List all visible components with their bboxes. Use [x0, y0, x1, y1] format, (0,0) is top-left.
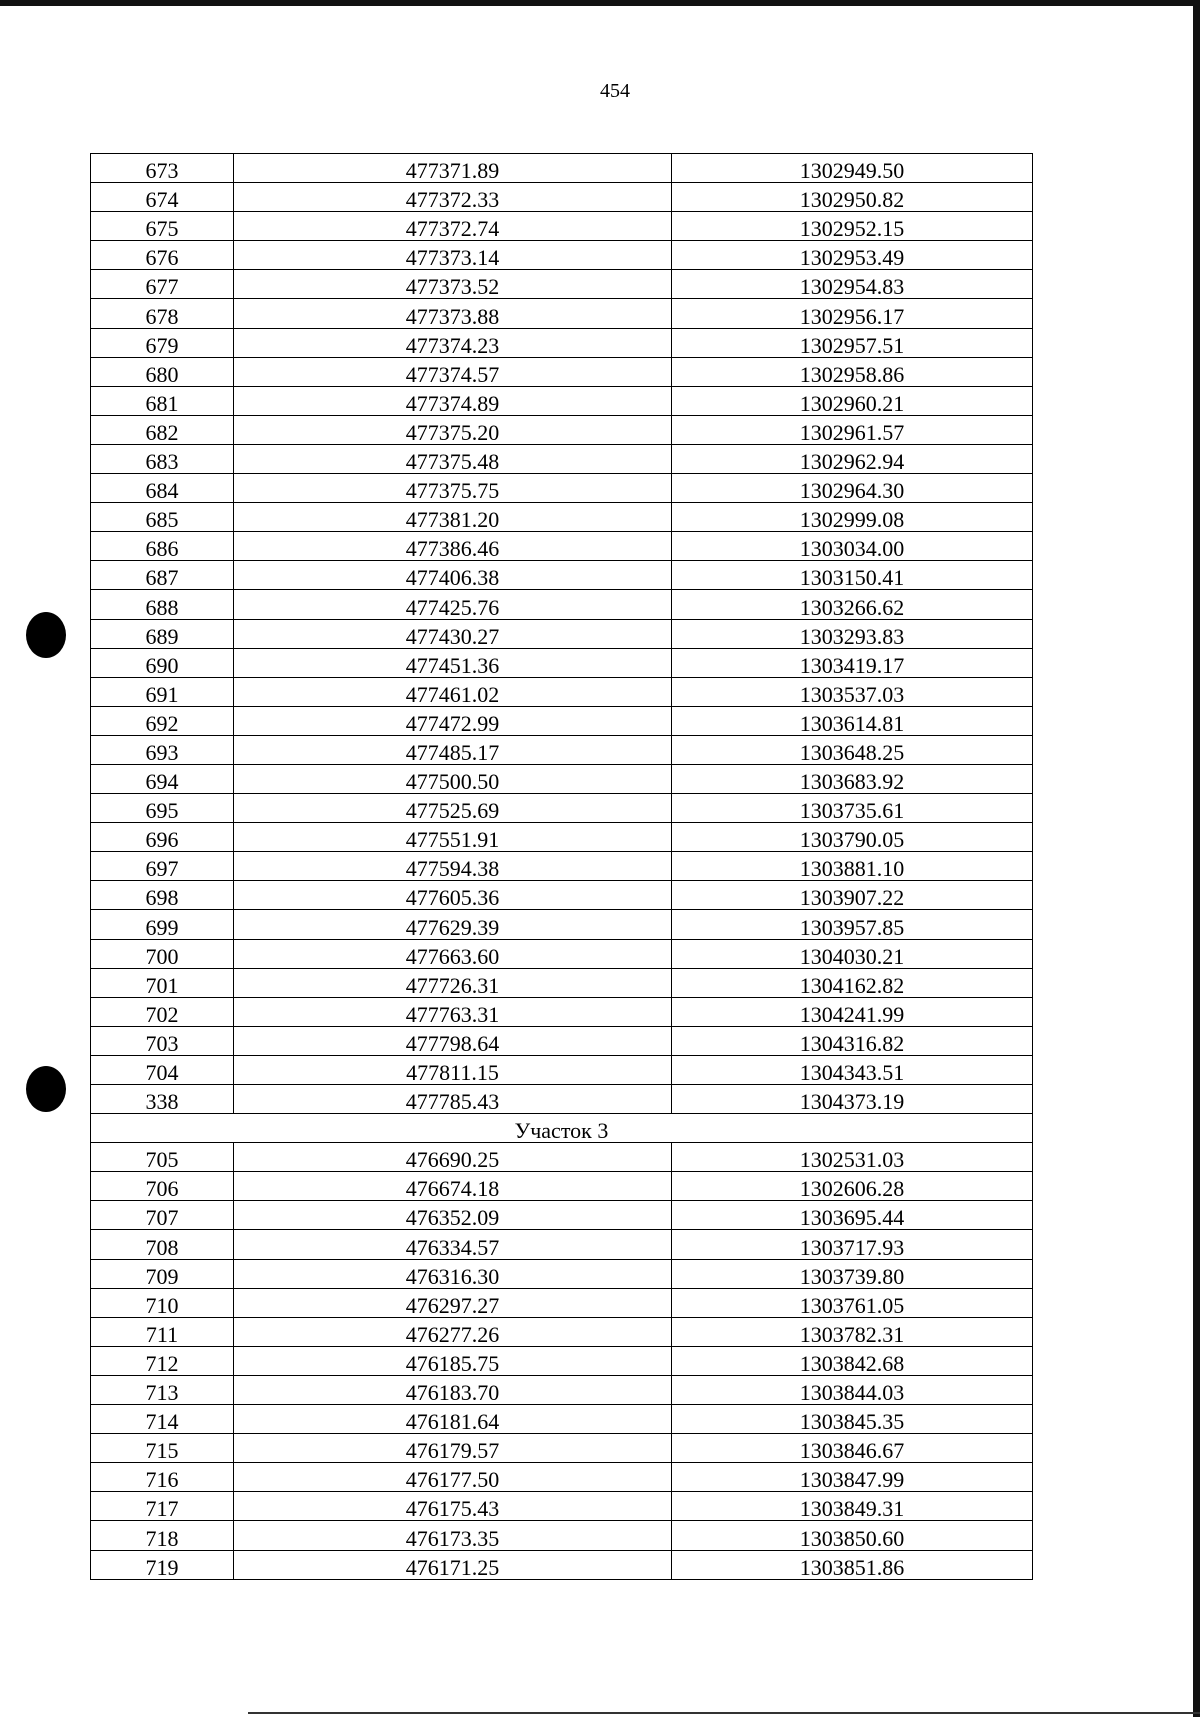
y-coordinate-cell: 1302962.94	[672, 444, 1033, 473]
x-coordinate-cell: 476690.25	[234, 1143, 672, 1172]
table-row	[91, 241, 1033, 270]
y-coordinate-cell: 1303266.62	[672, 590, 1033, 619]
y-coordinate-cell: 1304343.51	[672, 1055, 1033, 1084]
punch-hole	[26, 1066, 66, 1112]
y-coordinate-cell: 1303735.61	[672, 794, 1033, 823]
table-row	[91, 1375, 1033, 1404]
y-coordinate-cell: 1303739.80	[672, 1259, 1033, 1288]
x-coordinate-cell: 477375.20	[234, 415, 672, 444]
x-coordinate-cell: 476352.09	[234, 1201, 672, 1230]
x-coordinate-cell: 477525.69	[234, 794, 672, 823]
table-row	[91, 1172, 1033, 1201]
x-coordinate-cell: 477375.75	[234, 474, 672, 503]
table-row	[91, 357, 1033, 386]
point-number-cell: 690	[91, 648, 234, 677]
table-row	[91, 1026, 1033, 1055]
table-row	[91, 328, 1033, 357]
x-coordinate-cell: 477763.31	[234, 997, 672, 1026]
x-coordinate-cell: 476183.70	[234, 1375, 672, 1404]
point-number-cell: 710	[91, 1288, 234, 1317]
y-coordinate-cell: 1304030.21	[672, 939, 1033, 968]
point-number-cell: 692	[91, 706, 234, 735]
x-coordinate-cell: 476674.18	[234, 1172, 672, 1201]
table-row	[91, 1521, 1033, 1550]
table-row	[91, 1143, 1033, 1172]
x-coordinate-cell: 477406.38	[234, 561, 672, 590]
x-coordinate-cell: 476177.50	[234, 1463, 672, 1492]
table-row	[91, 706, 1033, 735]
x-coordinate-cell: 477663.60	[234, 939, 672, 968]
x-coordinate-cell: 476316.30	[234, 1259, 672, 1288]
table-row	[91, 154, 1033, 183]
table-row	[91, 648, 1033, 677]
y-coordinate-cell: 1303849.31	[672, 1492, 1033, 1521]
table-row	[91, 1346, 1033, 1375]
y-coordinate-cell: 1302531.03	[672, 1143, 1033, 1172]
y-coordinate-cell: 1304162.82	[672, 968, 1033, 997]
y-coordinate-cell: 1302958.86	[672, 357, 1033, 386]
point-number-cell: 715	[91, 1434, 234, 1463]
x-coordinate-cell: 477500.50	[234, 764, 672, 793]
point-number-cell: 679	[91, 328, 234, 357]
table-row	[91, 1463, 1033, 1492]
y-coordinate-cell: 1302999.08	[672, 503, 1033, 532]
table-row	[91, 1550, 1033, 1579]
y-coordinate-cell: 1304241.99	[672, 997, 1033, 1026]
y-coordinate-cell: 1303851.86	[672, 1550, 1033, 1579]
y-coordinate-cell: 1303614.81	[672, 706, 1033, 735]
point-number-cell: 687	[91, 561, 234, 590]
point-number-cell: 714	[91, 1405, 234, 1434]
y-coordinate-cell: 1302953.49	[672, 241, 1033, 270]
point-number-cell: 678	[91, 299, 234, 328]
point-number-cell: 719	[91, 1550, 234, 1579]
y-coordinate-cell: 1303907.22	[672, 881, 1033, 910]
scan-top-edge	[0, 0, 1200, 6]
point-number-cell: 702	[91, 997, 234, 1026]
x-coordinate-cell: 477785.43	[234, 1085, 672, 1114]
point-number-cell: 691	[91, 677, 234, 706]
table-row	[91, 735, 1033, 764]
x-coordinate-cell: 477451.36	[234, 648, 672, 677]
x-coordinate-cell: 477371.89	[234, 154, 672, 183]
point-number-cell: 718	[91, 1521, 234, 1550]
point-number-cell: 688	[91, 590, 234, 619]
table-row	[91, 1259, 1033, 1288]
y-coordinate-cell: 1303034.00	[672, 532, 1033, 561]
table-row	[91, 910, 1033, 939]
table-row	[91, 823, 1033, 852]
point-number-cell: 338	[91, 1085, 234, 1114]
table-row	[91, 1317, 1033, 1346]
table-row	[91, 299, 1033, 328]
y-coordinate-cell: 1303842.68	[672, 1346, 1033, 1375]
point-number-cell: 685	[91, 503, 234, 532]
point-number-cell: 677	[91, 270, 234, 299]
y-coordinate-cell: 1303850.60	[672, 1521, 1033, 1550]
table-row	[91, 1434, 1033, 1463]
point-number-cell: 717	[91, 1492, 234, 1521]
x-coordinate-cell: 476171.25	[234, 1550, 672, 1579]
point-number-cell: 712	[91, 1346, 234, 1375]
y-coordinate-cell: 1302960.21	[672, 386, 1033, 415]
table-row	[91, 561, 1033, 590]
y-coordinate-cell: 1302964.30	[672, 474, 1033, 503]
x-coordinate-cell: 477472.99	[234, 706, 672, 735]
table-row	[91, 619, 1033, 648]
x-coordinate-cell: 477461.02	[234, 677, 672, 706]
x-coordinate-cell: 476334.57	[234, 1230, 672, 1259]
point-number-cell: 701	[91, 968, 234, 997]
table-row	[91, 415, 1033, 444]
table-row	[91, 1230, 1033, 1259]
point-number-cell: 703	[91, 1026, 234, 1055]
point-number-cell: 705	[91, 1143, 234, 1172]
y-coordinate-cell: 1303845.35	[672, 1405, 1033, 1434]
table-row	[91, 764, 1033, 793]
y-coordinate-cell: 1303782.31	[672, 1317, 1033, 1346]
point-number-cell: 709	[91, 1259, 234, 1288]
scan-right-edge	[1193, 0, 1200, 1717]
punch-hole	[26, 612, 66, 658]
y-coordinate-cell: 1303419.17	[672, 648, 1033, 677]
page-number: 454	[600, 80, 630, 102]
table-row	[91, 444, 1033, 473]
table-body	[91, 154, 1033, 1580]
y-coordinate-cell: 1302949.50	[672, 154, 1033, 183]
x-coordinate-cell: 477381.20	[234, 503, 672, 532]
bottom-edge-line	[248, 1712, 1200, 1714]
x-coordinate-cell: 477605.36	[234, 881, 672, 910]
x-coordinate-cell: 476173.35	[234, 1521, 672, 1550]
x-coordinate-cell: 477425.76	[234, 590, 672, 619]
point-number-cell: 704	[91, 1055, 234, 1084]
y-coordinate-cell: 1302954.83	[672, 270, 1033, 299]
y-coordinate-cell: 1303717.93	[672, 1230, 1033, 1259]
table-row	[91, 852, 1033, 881]
table-row	[91, 677, 1033, 706]
point-number-cell: 694	[91, 764, 234, 793]
y-coordinate-cell: 1303695.44	[672, 1201, 1033, 1230]
table-row	[91, 1055, 1033, 1084]
y-coordinate-cell: 1303293.83	[672, 619, 1033, 648]
x-coordinate-cell: 476181.64	[234, 1405, 672, 1434]
point-number-cell: 674	[91, 183, 234, 212]
point-number-cell: 696	[91, 823, 234, 852]
y-coordinate-cell: 1304373.19	[672, 1085, 1033, 1114]
point-number-cell: 707	[91, 1201, 234, 1230]
table-row	[91, 1201, 1033, 1230]
point-number-cell: 684	[91, 474, 234, 503]
y-coordinate-cell: 1303683.92	[672, 764, 1033, 793]
x-coordinate-cell: 477811.15	[234, 1055, 672, 1084]
table-row	[91, 968, 1033, 997]
table-row	[91, 474, 1033, 503]
y-coordinate-cell: 1302956.17	[672, 299, 1033, 328]
x-coordinate-cell: 477373.88	[234, 299, 672, 328]
point-number-cell: 675	[91, 212, 234, 241]
x-coordinate-cell: 476185.75	[234, 1346, 672, 1375]
table-row	[91, 1085, 1033, 1114]
x-coordinate-cell: 477373.52	[234, 270, 672, 299]
y-coordinate-cell: 1303648.25	[672, 735, 1033, 764]
table-row	[91, 270, 1033, 299]
x-coordinate-cell: 477374.89	[234, 386, 672, 415]
y-coordinate-cell: 1302957.51	[672, 328, 1033, 357]
table-row	[91, 386, 1033, 415]
point-number-cell: 695	[91, 794, 234, 823]
y-coordinate-cell: 1302961.57	[672, 415, 1033, 444]
table-row	[91, 939, 1033, 968]
point-number-cell: 713	[91, 1375, 234, 1404]
x-coordinate-cell: 476297.27	[234, 1288, 672, 1317]
y-coordinate-cell: 1304316.82	[672, 1026, 1033, 1055]
x-coordinate-cell: 477485.17	[234, 735, 672, 764]
y-coordinate-cell: 1303844.03	[672, 1375, 1033, 1404]
y-coordinate-cell: 1303846.67	[672, 1434, 1033, 1463]
table-row	[91, 794, 1033, 823]
y-coordinate-cell: 1303150.41	[672, 561, 1033, 590]
point-number-cell: 706	[91, 1172, 234, 1201]
point-number-cell: 693	[91, 735, 234, 764]
table-row	[91, 881, 1033, 910]
y-coordinate-cell: 1303537.03	[672, 677, 1033, 706]
coordinates-table	[90, 153, 1033, 1580]
table-row	[91, 997, 1033, 1026]
point-number-cell: 708	[91, 1230, 234, 1259]
section-title: Участок 3	[91, 1114, 1033, 1143]
point-number-cell: 689	[91, 619, 234, 648]
y-coordinate-cell: 1303957.85	[672, 910, 1033, 939]
point-number-cell: 686	[91, 532, 234, 561]
x-coordinate-cell: 476175.43	[234, 1492, 672, 1521]
table-row	[91, 1288, 1033, 1317]
x-coordinate-cell: 477798.64	[234, 1026, 672, 1055]
point-number-cell: 699	[91, 910, 234, 939]
y-coordinate-cell: 1303761.05	[672, 1288, 1033, 1317]
x-coordinate-cell: 477594.38	[234, 852, 672, 881]
x-coordinate-cell: 477551.91	[234, 823, 672, 852]
point-number-cell: 673	[91, 154, 234, 183]
point-number-cell: 682	[91, 415, 234, 444]
y-coordinate-cell: 1303790.05	[672, 823, 1033, 852]
point-number-cell: 676	[91, 241, 234, 270]
x-coordinate-cell: 477373.14	[234, 241, 672, 270]
table-row	[91, 1405, 1033, 1434]
x-coordinate-cell: 476277.26	[234, 1317, 672, 1346]
table-row	[91, 183, 1033, 212]
point-number-cell: 681	[91, 386, 234, 415]
point-number-cell: 697	[91, 852, 234, 881]
table-row	[91, 532, 1033, 561]
x-coordinate-cell: 477372.74	[234, 212, 672, 241]
point-number-cell: 711	[91, 1317, 234, 1346]
point-number-cell: 698	[91, 881, 234, 910]
y-coordinate-cell: 1302952.15	[672, 212, 1033, 241]
point-number-cell: 680	[91, 357, 234, 386]
x-coordinate-cell: 477375.48	[234, 444, 672, 473]
point-number-cell: 683	[91, 444, 234, 473]
x-coordinate-cell: 476179.57	[234, 1434, 672, 1463]
y-coordinate-cell: 1302950.82	[672, 183, 1033, 212]
y-coordinate-cell: 1302606.28	[672, 1172, 1033, 1201]
x-coordinate-cell: 477430.27	[234, 619, 672, 648]
y-coordinate-cell: 1303847.99	[672, 1463, 1033, 1492]
section-header-row	[91, 1114, 1033, 1143]
table-row	[91, 590, 1033, 619]
x-coordinate-cell: 477726.31	[234, 968, 672, 997]
table-row	[91, 1492, 1033, 1521]
x-coordinate-cell: 477372.33	[234, 183, 672, 212]
point-number-cell: 716	[91, 1463, 234, 1492]
x-coordinate-cell: 477374.57	[234, 357, 672, 386]
y-coordinate-cell: 1303881.10	[672, 852, 1033, 881]
table-row	[91, 212, 1033, 241]
point-number-cell: 700	[91, 939, 234, 968]
table-row	[91, 503, 1033, 532]
x-coordinate-cell: 477629.39	[234, 910, 672, 939]
x-coordinate-cell: 477386.46	[234, 532, 672, 561]
x-coordinate-cell: 477374.23	[234, 328, 672, 357]
